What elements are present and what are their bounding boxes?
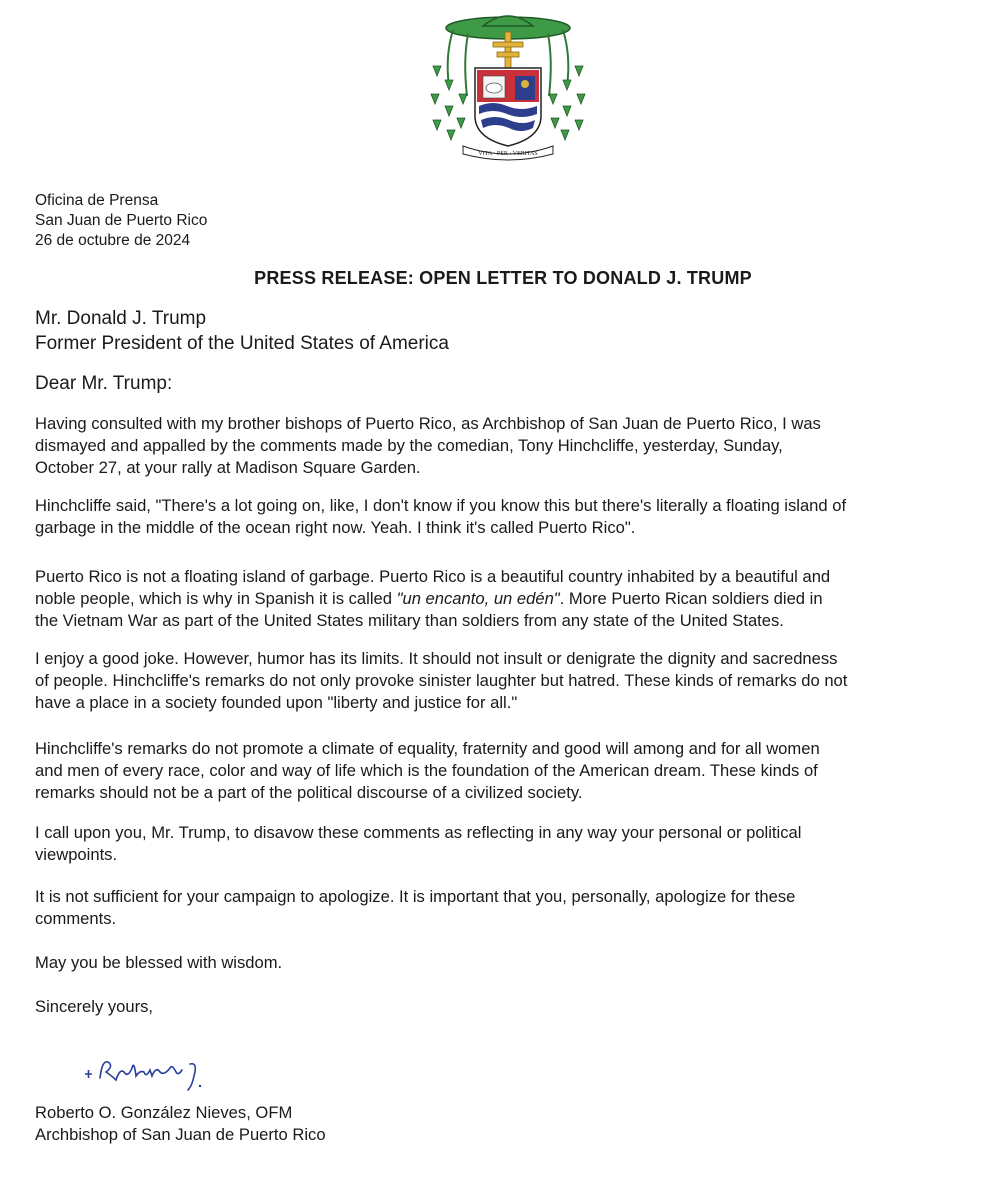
signer-title: Archbishop of San Juan de Puerto Rico [35,1125,326,1144]
signer-block [35,1102,326,1146]
paragraph-line: I enjoy a good joke. However, humor has its limits. It should not insult or denigrate the dignity and sacredness [35,649,838,668]
paragraph-2 [35,495,975,539]
closing-line: Sincerely yours, [35,997,154,1016]
recipient-block [35,306,449,356]
paragraph-line: remarks should not be a part of the political discourse of a civilized society. [35,783,583,802]
paragraph-3 [35,566,975,632]
paragraph-7 [35,886,975,930]
paragraph-line: viewpoints. [35,845,118,864]
paragraph-line: have a place in a society founded upon "liberty and justice for all." [35,693,518,712]
paragraph-line: I call upon you, Mr. Trump, to disavow these comments as reflecting in any way your personal or political [35,823,802,842]
paragraph-4 [35,648,975,714]
coat-of-arms-logo [423,6,593,162]
paragraph-line: Hinchcliffe's remarks do not promote a climate of equality, fraternity and good will among and for all women [35,739,820,758]
paragraph-line: comments. [35,909,117,928]
handwritten-signature [80,1046,230,1096]
paragraph-line: the Vietnam War as part of the United States military than soldiers from any state of the United States. [35,611,784,630]
italic-quote: "un encanto, un edén" [396,589,560,608]
blessing-line: May you be blessed with wisdom. [35,953,283,972]
paragraph-6 [35,822,975,866]
sender-office: Oficina de Prensa [35,192,159,209]
paragraph-line: Hinchcliffe said, "There's a lot going on, like, I don't know if you know this but there's literally a floating island of [35,496,847,515]
paragraph-line: Having consulted with my brother bishops of Puerto Rico, as Archbishop of San Juan de Puerto Rico, I was [35,414,821,433]
paragraph-line: October 27, at your rally at Madison Square Garden. [35,458,421,477]
paragraph-text: . More Puerto Rican soldiers died in [559,589,823,608]
paragraph-line: garbage in the middle of the ocean right now. Yeah. I think it's called Puerto Rico". [35,518,636,537]
paragraph-line: and men of every race, color and way of life which is the foundation of the American dream. These kinds of [35,761,818,780]
paragraph-line: of people. Hinchcliffe's remarks do not only provoke sinister laughter but hatred. These kinds of remarks do not [35,671,848,690]
paragraph-line [35,588,975,610]
motto-text: VITA · PER · VERITAS [478,151,538,157]
paragraph-line: It is not sufficient for your campaign to apologize. It is important that you, personally, apologize for these [35,887,796,906]
salutation: Dear Mr. Trump: [35,373,173,394]
paragraph-line: Puerto Rico is not a floating island of garbage. Puerto Rico is a beautiful country inhabited by a beautiful and [35,567,831,586]
signer-name: Roberto O. González Nieves, OFM [35,1103,293,1122]
paragraph-text: noble people, which is why in Spanish it is called [35,589,397,608]
sender-date: 26 de octubre de 2024 [35,232,191,249]
recipient-position: Former President of the United States of America [35,333,449,354]
press-release-title: PRESS RELEASE: OPEN LETTER TO DONALD J. TRUMP [254,268,752,288]
paragraph-1 [35,413,975,479]
sender-city: San Juan de Puerto Rico [35,212,208,229]
paragraph-line: dismayed and appalled by the comments made by the comedian, Tony Hinchcliffe, yesterday, Sunday, [35,436,783,455]
recipient-name: Mr. Donald J. Trump [35,308,207,329]
paragraph-5 [35,738,975,804]
sender-block [35,191,207,251]
